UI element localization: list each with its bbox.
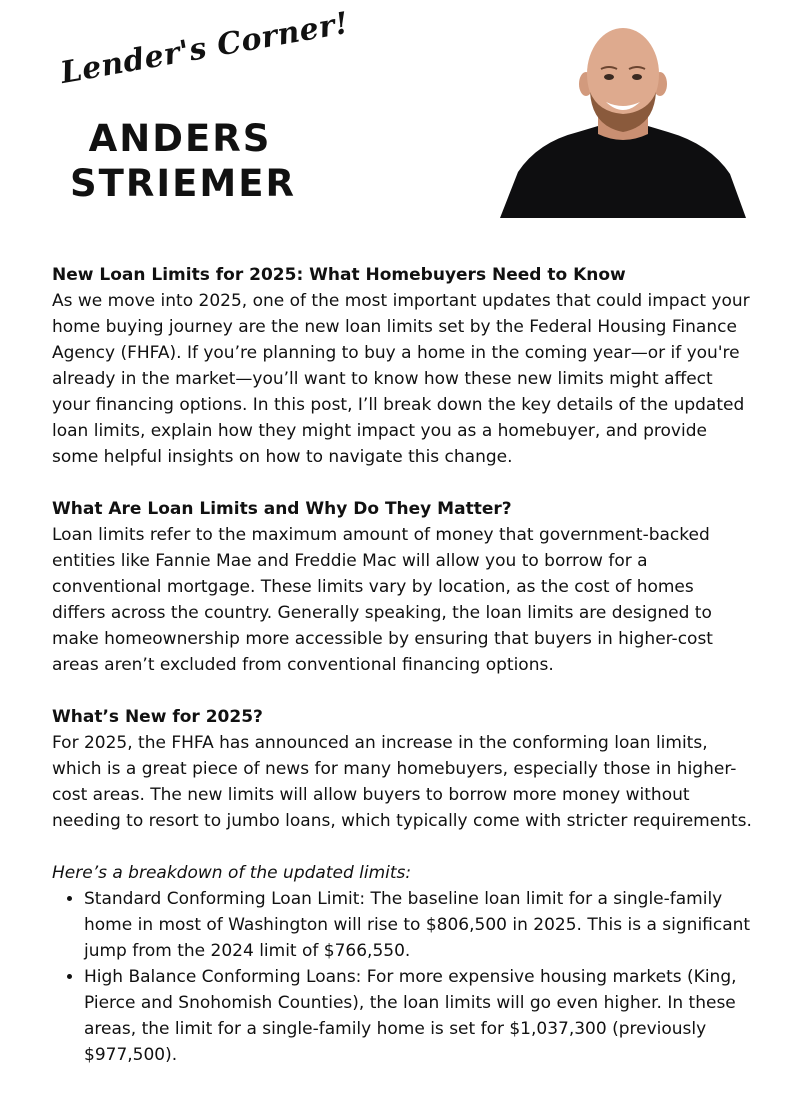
article-intro: As we move into 2025, one of the most important updates that could impact your home buying journey are the new loan limits set by the Federal Housing Finance Agency (FHFA). If you’re planning to buy a home in the coming year—or if you're already in the market—you’ll want to know how these new limits might affect your financing options. In this post, I’ll break down the key details of the updated loan limits, explain how they might impact you as a homebuyer, and provide some helpful insights on how to navigate this change.	[52, 291, 750, 467]
author-last-name: STRIEMER	[70, 162, 297, 205]
author-first-name: ANDERS	[88, 117, 272, 160]
lenders-corner-title: Lender's Corner!	[57, 5, 352, 91]
spacer	[52, 834, 752, 860]
section-heading-loan-limits: What Are Loan Limits and Why Do They Matter?	[52, 499, 512, 519]
article	[52, 262, 752, 1068]
author-name	[70, 116, 297, 206]
section-heading-whats-new: What’s New for 2025?	[52, 707, 263, 727]
author-photo	[498, 22, 748, 218]
section-body-loan-limits: Loan limits refer to the maximum amount of money that government-backed entities like Fannie Mae and Freddie Mac will allow you to borrow for a conventional mortgage. These limits vary by location, as the cost of homes differs across the country. Generally speaking, the loan limits are designed to make homeownership more accessible by ensuring that buyers in higher-cost areas aren’t excluded from conventional financing options.	[52, 525, 713, 675]
list-item: • High Balance Conforming Loans: For more expensive housing markets (King, Pierce and Snohomish Counties), the loan limits will go even higher. In these areas, the limit for a single-family home is set for $1,037,300 (previously $977,500).	[84, 964, 752, 1068]
header	[0, 0, 800, 240]
limits-list	[52, 886, 752, 1068]
section-body-whats-new: For 2025, the FHFA has announced an increase in the conforming loan limits, which is a great piece of news for many homebuyers, especially those in higher-cost areas. The new limits will allow buyers to borrow more money without needing to resort to jumbo loans, which typically come with stricter requirements.	[52, 733, 752, 831]
list-item: • Standard Conforming Loan Limit: The baseline loan limit for a single-family home in most of Washington will rise to $806,500 in 2025. This is a significant jump from the 2024 limit of $766,550.	[84, 886, 752, 964]
spacer	[52, 678, 752, 704]
article-title: New Loan Limits for 2025: What Homebuyers Need to Know	[52, 265, 626, 285]
breakdown-lead: Here’s a breakdown of the updated limits:	[52, 863, 412, 883]
spacer	[52, 470, 752, 496]
